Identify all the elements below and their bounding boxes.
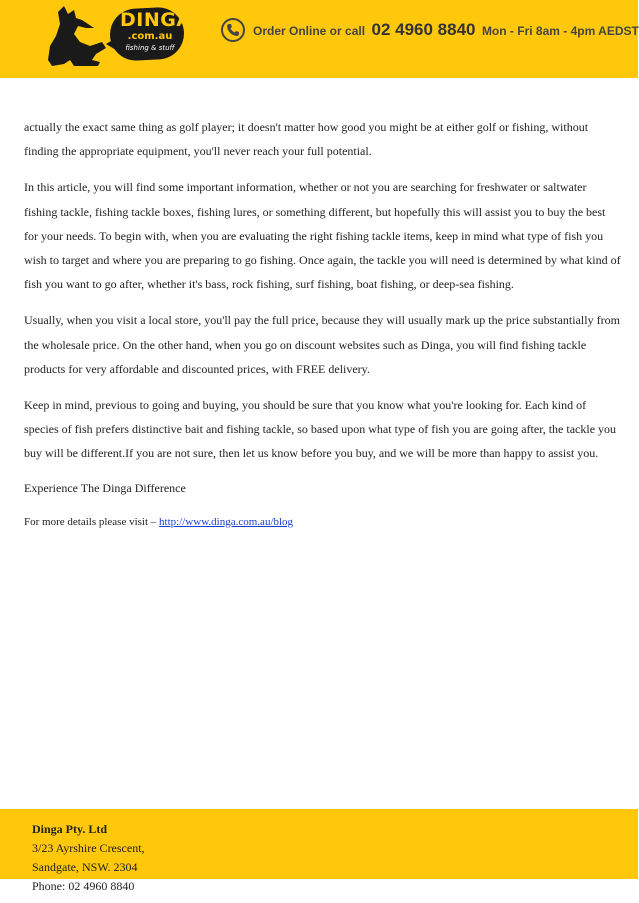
- order-online-text: Order Online or call: [253, 24, 366, 38]
- article-paragraph: Usually, when you visit a local store, you'll pay the full price, because they will usually mark up the price substantially from the wholesale price. On the other hand, when you go on discount websites such as Dinga, you will find fishing tackle products for very affordable and discounted prices, with FREE delivery.: [24, 313, 620, 376]
- article-paragraph: In this article, you will find some important information, whether or not you are searching for freshwater or saltwater fishing tackle, fishing tackle boxes, fishing lures, or something different, but hopefully this will assist you to buy the best for your needs. To begin with, when you are evaluating the right fishing tackle items, keep in mind what type of fish you wish to target and where you are preparing to go fishing. Once again, the tackle you will need is determined by what kind of fish you want to go after, whether it's bass, rock fishing, surf fishing, boat fishing, or deep-sea fishing.: [24, 180, 621, 292]
- footer-company-name: Dinga Pty. Ltd: [32, 822, 108, 836]
- page-footer: [0, 809, 638, 893]
- article-paragraph: actually the exact same thing as golf player; it doesn't matter how good you might be at either golf or fishing, without finding the appropriate equipment, you'll never reach your full potential.: [24, 120, 589, 159]
- page-header: [0, 0, 638, 78]
- logo-name: DINGA: [120, 9, 192, 31]
- phone-icon: [221, 18, 245, 42]
- order-contact-line: [253, 20, 639, 40]
- logo-tagline: fishing & stuff: [125, 44, 175, 52]
- footer-address-line: 3/23 Ayrshire Crescent,: [32, 841, 145, 855]
- more-details-line: [24, 510, 622, 534]
- footer-phone: Phone: 02 4960 8840: [32, 879, 135, 893]
- logo-domain: .com.au: [127, 31, 173, 42]
- footer-contact-info: [32, 820, 145, 896]
- business-hours: Mon - Fri 8am - 4pm AEDST: [481, 24, 639, 38]
- blog-link[interactable]: http://www.dinga.com.au/blog: [159, 515, 294, 528]
- article-paragraph: Keep in mind, previous to going and buying, you should be sure that you know what you're looking for. Each kind of species of fish prefers distinctive bait and fishing tackle, so based upon what type of fish you are going after, the tackle you buy will be different.If you are not sure, then let us know before you buy, and we will be more than happy to assist you.: [24, 398, 617, 461]
- dinga-difference-tagline: Experience The Dinga Difference: [24, 480, 186, 495]
- article-body: [24, 115, 622, 546]
- more-details-prefix: For more details please visit –: [24, 515, 160, 528]
- dinga-logo[interactable]: [40, 2, 190, 68]
- footer-address-line: Sandgate, NSW. 2304: [32, 860, 138, 874]
- header-phone-number[interactable]: 02 4960 8840: [371, 20, 476, 39]
- dog-logo-icon: [40, 2, 118, 68]
